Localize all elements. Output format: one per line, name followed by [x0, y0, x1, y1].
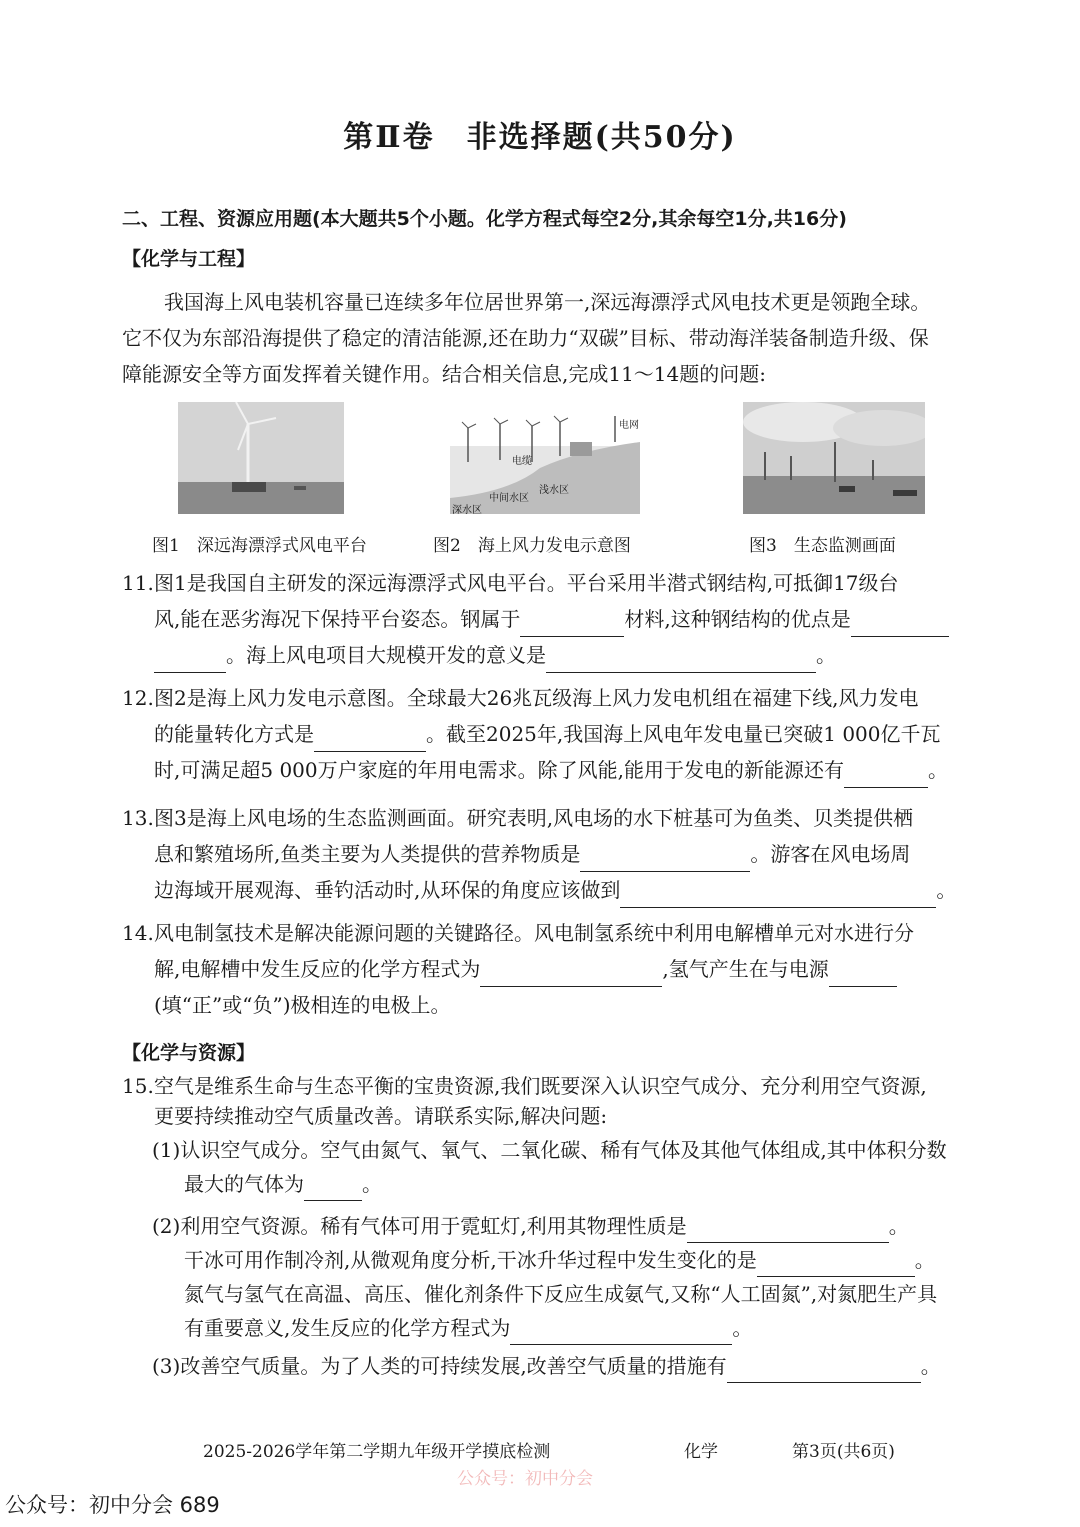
question-15: [122, 1069, 982, 1383]
account-label: 公众号：初中分会 689: [5, 1493, 220, 1517]
tag-resource: 【化学与资源】: [122, 1042, 256, 1064]
subquestion-3-text: (3)改善空气质量。为了人类的可持续发展,改善空气质量的措施有: [152, 1354, 727, 1378]
answer-blank[interactable]: [480, 964, 662, 987]
section-heading: 二、工程、资源应用题(本大题共5个小题。化学方程式每空2分,其余每空1分,共16分): [122, 208, 847, 230]
question-text: 。: [732, 1316, 753, 1340]
footer-exam-name: 2025-2026学年第二学期九年级开学摸底检测: [203, 1442, 551, 1462]
figure-2-caption: 图2 海上风力发电示意图: [433, 536, 631, 556]
question-number: 15.: [122, 1074, 154, 1098]
question-14: [122, 915, 982, 1023]
question-text: 氮气与氢气在高温、高压、催化剂条件下反应生成氨气,又称“人工固氮”,对氮肥生产具: [184, 1282, 938, 1306]
question-text: 。海上风电项目大规模开发的意义是: [226, 643, 546, 667]
watermark: 公众号：初中分会: [457, 1469, 593, 1489]
subquestion-2-text: (2)利用空气资源。稀有气体可用于霓虹灯,利用其物理性质是: [152, 1214, 687, 1238]
answer-blank[interactable]: [314, 729, 426, 752]
question-text: 。: [936, 878, 957, 902]
question-text: 最大的气体为: [184, 1172, 304, 1196]
page-title: 第Ⅱ卷 非选择题(共50分): [343, 120, 737, 155]
question-text: ,氢气产生在与电源: [662, 957, 829, 981]
fig2-label-cable: 电缆: [512, 456, 532, 467]
answer-blank[interactable]: [620, 885, 936, 908]
question-11: [122, 565, 982, 673]
intro-paragraph: [122, 284, 982, 392]
question-text: 。: [914, 1248, 935, 1272]
question-12: [122, 680, 982, 788]
intro-line-2: 它不仅为东部沿海提供了稳定的清洁能源,还在助力“双碳”目标、带动海洋装备制造升级、保: [122, 326, 929, 350]
question-text: 息和繁殖场所,鱼类主要为人类提供的营养物质是: [154, 842, 581, 866]
answer-blank[interactable]: [510, 1322, 732, 1345]
footer-page-number: 第3页(共6页): [792, 1442, 895, 1462]
fig2-label-middle: 中间水区: [489, 493, 529, 504]
question-text: 。: [362, 1172, 382, 1196]
figure-1-caption: 图1 深远海漂浮式风电平台: [152, 536, 367, 556]
fig2-label-deep: 深水区: [452, 505, 482, 516]
answer-blank[interactable]: [580, 849, 750, 872]
intro-line-3: 障能源安全等方面发挥着关键作用。结合相关信息,完成11～14题的问题:: [122, 362, 766, 386]
answer-blank[interactable]: [844, 765, 928, 788]
question-text: 更要持续推动空气质量改善。请联系实际,解决问题:: [154, 1104, 608, 1128]
figure-1-photo: [178, 402, 344, 514]
footer-subject: 化学: [684, 1442, 718, 1462]
question-text: 图2是海上风力发电示意图。全球最大26兆瓦级海上风力发电机组在福建下线,风力发电: [154, 686, 919, 710]
answer-blank[interactable]: [546, 650, 816, 673]
question-text: 风电制氢技术是解决能源问题的关键路径。风电制氢系统中利用电解槽单元对水进行分: [154, 921, 914, 945]
question-text: 材料,这种钢结构的优点是: [624, 607, 851, 631]
question-text: 。截至2025年,我国海上风电年发电量已突破1 000亿千瓦: [426, 722, 941, 746]
question-text: 空气是维系生命与生态平衡的宝贵资源,我们既要深入认识空气成分、充分利用空气资源,: [154, 1074, 927, 1098]
question-text: 图1是我国自主研发的深远海漂浮式风电平台。平台采用半潜式钢结构,可抵御17级台: [154, 571, 899, 595]
question-text: 干冰可用作制冷剂,从微观角度分析,干冰升华过程中发生变化的是: [184, 1248, 757, 1272]
answer-blank[interactable]: [304, 1178, 362, 1201]
question-text: 。: [888, 1214, 909, 1238]
question-text: 图3是海上风电场的生态监测画面。研究表明,风电场的水下桩基可为鱼类、贝类提供栖: [154, 806, 914, 830]
figure-3-photo: [743, 402, 925, 514]
question-text: 的能量转化方式是: [154, 722, 314, 746]
question-text: 风,能在恶劣海况下保持平台姿态。钢属于: [154, 607, 521, 631]
question-number: 14.: [122, 921, 154, 945]
question-text: (填“正”或“负”)极相连的电极上。: [154, 993, 451, 1017]
fig2-label-shallow: 浅水区: [539, 485, 569, 496]
answer-blank[interactable]: [520, 614, 624, 637]
answer-blank[interactable]: [154, 650, 226, 673]
question-text: 时,可满足超5 000万户家庭的年用电需求。除了风能,能用于发电的新能源还有: [154, 758, 844, 782]
answer-blank[interactable]: [727, 1360, 921, 1383]
question-13: [122, 800, 982, 908]
tag-engineering: 【化学与工程】: [122, 248, 256, 270]
question-text: 。: [816, 643, 836, 667]
question-text: 。: [920, 1354, 941, 1378]
figure-2-diagram: [450, 402, 640, 514]
answer-blank[interactable]: [757, 1254, 915, 1277]
question-number: 11.: [122, 571, 154, 595]
answer-blank[interactable]: [687, 1220, 889, 1243]
intro-line-1: 我国海上风电装机容量已连续多年位居世界第一,深远海漂浮式风电技术更是领跑全球。: [164, 290, 931, 314]
answer-blank[interactable]: [851, 614, 949, 637]
subquestion-1-text: (1)认识空气成分。空气由氮气、氧气、二氧化碳、稀有气体及其他气体组成,其中体积分数: [152, 1138, 947, 1162]
question-text: 边海域开展观海、垂钓活动时,从环保的角度应该做到: [154, 878, 621, 902]
answer-blank[interactable]: [829, 964, 897, 987]
question-number: 13.: [122, 806, 154, 830]
question-text: 。游客在风电场周: [750, 842, 911, 866]
question-number: 12.: [122, 686, 154, 710]
question-text: 有重要意义,发生反应的化学方程式为: [184, 1316, 511, 1340]
question-text: 解,电解槽中发生反应的化学方程式为: [154, 957, 481, 981]
figure-3-caption: 图3 生态监测画面: [749, 536, 896, 556]
fig2-label-grid: 电网: [619, 420, 639, 431]
question-text: 。: [927, 758, 948, 782]
